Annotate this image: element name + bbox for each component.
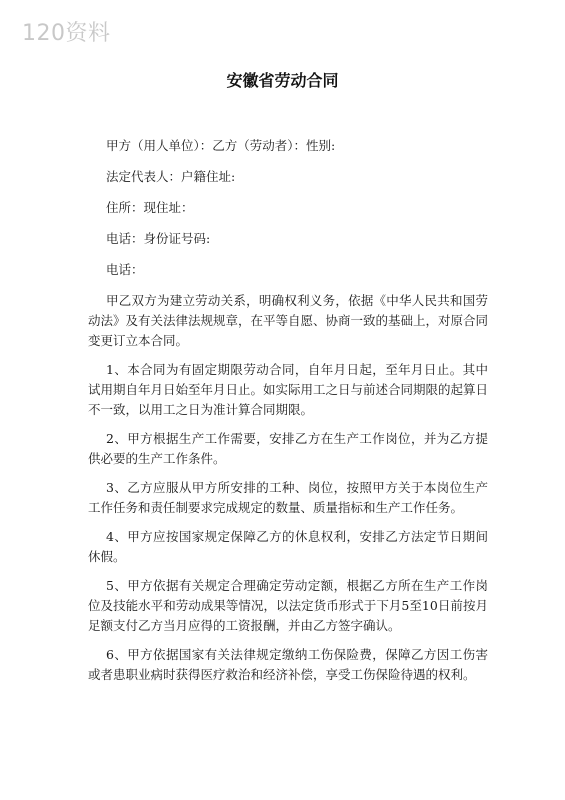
field-line-phone: 电话： [106,262,144,277]
field-line-address: 住所：现住址： [106,200,194,215]
paragraph-clause-5: 5、甲方依据有关规定合理确定劳动定额，根据乙方所在生产工作岗位及技能水平和劳动成果等情况，以法定货币形式于下月5至10日前按月足额支付乙方当月应得的工资报酬，并由乙方签字确认。 [88,578,488,633]
document-body [88,136,488,694]
field-line-phone-id: 电话：身份证号码: [106,231,211,246]
paragraph-clause-4: 4、甲方应按国家规定保障乙方的休息权利，安排乙方法定节日期间休假。 [88,529,488,564]
paragraph-clause-2: 2、甲方根据生产工作需要，安排乙方在生产工作岗位，并为乙方提供必要的生产工作条件。 [88,431,488,466]
field-line-parties: 甲方（用人单位）：乙方（劳动者）：性别: [106,138,336,153]
paragraph-clause-6: 6、甲方依据国家有关法律规定缴纳工伤保险费，保障乙方因工伤害或者患职业病时获得医疗救治和经济补偿，享受工伤保险待遇的权利。 [88,647,488,682]
document-title: 安徽省劳动合同 [226,71,339,90]
paragraph-clause-1: 1、本合同为有固定期限劳动合同，自年月日起，至年月日止。其中试用期自年月日始至年月日止。如实际用工之日与前述合同期限的起算日不一致，以用工之日为准计算合同期限。 [88,362,489,417]
field-line-representative: 法定代表人：户籍住址: [106,169,236,184]
paragraph-clause-3: 3、乙方应服从甲方所安排的工种、岗位，按照甲方关于本岗位生产工作任务和责任制要求完成规定的数量、质量指标和生产工作任务。 [88,480,488,515]
watermark-logo: 120资料 [22,21,111,46]
paragraph-preamble: 甲乙双方为建立劳动关系，明确权利义务，依据《中华人民共和国劳动法》及有关法律法规规章，在平等自愿、协商一致的基础上，对原合同变更订立本合同。 [88,293,489,348]
